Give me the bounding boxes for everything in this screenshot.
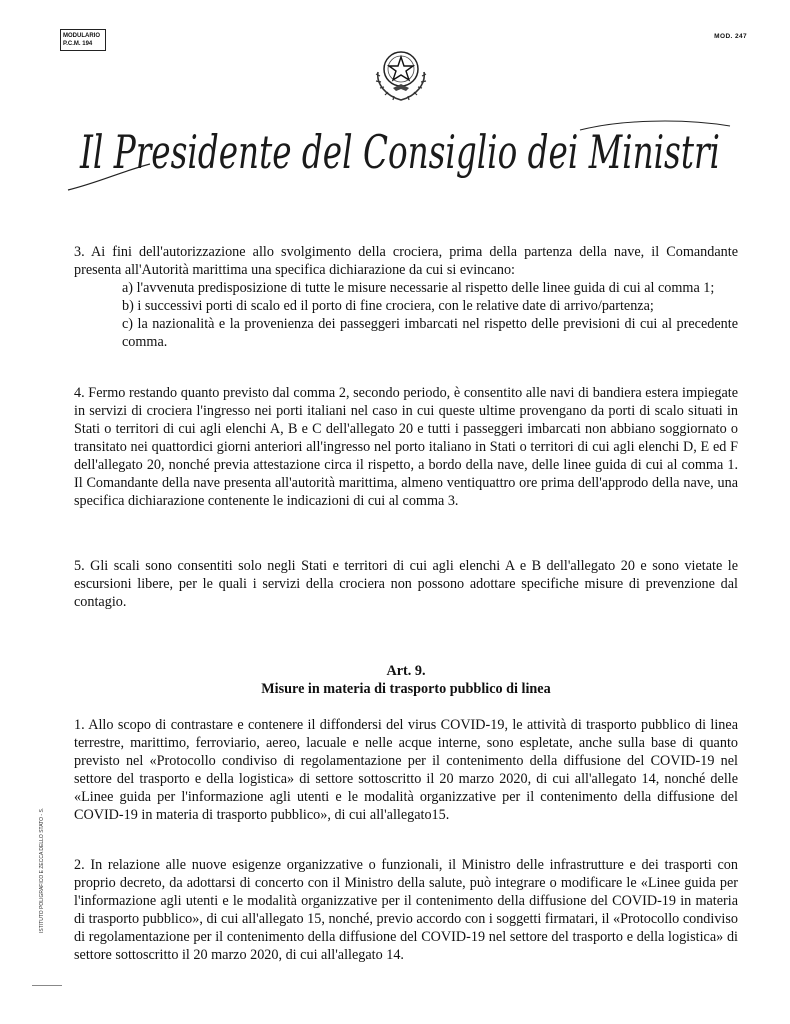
article-paragraph-2	[74, 856, 738, 964]
paragraph-3	[74, 243, 738, 351]
paragraph-5	[74, 557, 738, 611]
form-code-line2: P.C.M. 194	[63, 41, 93, 47]
paragraph-3-intro: 3. Ai fini dell'autorizzazione allo svolgimento della crociera, prima della partenza della nave, il Comandante presenta all'Autorità marittima una specifica dichiarazione da cui si evincano:	[74, 244, 738, 278]
list-item-c: c) la nazionalità e la provenienza dei passeggeri imbarcati nel rispetto delle previsioni di cui al precedente comma.	[122, 316, 738, 350]
article-heading	[74, 662, 738, 698]
article-paragraph-2-text: 2. In relazione alle nuove esigenze organizzative o funzionali, il Ministro delle infrastrutture e dei trasporti con proprio decreto, da adottarsi di concerto con il Ministro della salute, può integrare o modificare le «Linee guida per l'informazione agli utenti e le modalità organizzative per il contenimento della diffusione del COVID-19 in materia di trasporto pubblico», di cui all'allegato 15, nonché, previo accordo con i soggetti firmatari, il «Protocollo condiviso di regolamentazione per il contenimento della diffusione del COVID-19 nel settore del trasporto e della logistica» di settore sottoscritto il 20 marzo 2020, di cui all'allegato 14.	[74, 857, 738, 963]
article-paragraph-1-text: 1. Allo scopo di contrastare e contenere il diffondersi del virus COVID-19, le attività di trasporto pubblico di linea terrestre, marittimo, ferroviario, aereo, lacuale e nelle acque interne, sono espletate, anche sulla base di quanto previsto nel «Protocollo condiviso di regolamentazione per il contenimento della diffusione del COVID-19 nel settore del trasporto e della logistica» di settore sottoscritto il 20 marzo 2020, di cui all'allegato 14, nonché delle «Linee guida per l'informazione agli utenti e le modalità organizzative per il contenimento della diffusione del COVID-19 in materia di trasporto pubblico», di cui all'allegato15.	[74, 717, 738, 823]
printer-side-imprint	[34, 775, 48, 935]
margin-dash	[32, 985, 62, 986]
paragraph-5-text: 5. Gli scali sono consentiti solo negli Stati e territori di cui agli elenchi A e B dell'allegato 20 e sono vietate le escursioni libere, per le quali i servizi della crociera non possono adottare specifiche misure di prevenzione dal contagio.	[74, 558, 738, 610]
president-title-text: Il Presidente del Consiglio dei Ministri	[79, 125, 720, 179]
printer-side-imprint-text: ISTITUTO POLIGRAFICO E ZECCA DELLO STATO - S.	[39, 807, 45, 933]
article-paragraph-1	[74, 716, 738, 824]
paragraph-4	[74, 384, 738, 510]
president-title-signature	[60, 112, 740, 202]
form-code-box	[60, 29, 106, 51]
list-item-a: a) l'avvenuta predisposizione di tutte le misure necessarie al rispetto delle linee guida di cui al comma 1;	[122, 280, 715, 296]
mod-label: MOD. 247	[714, 33, 747, 40]
article-title: Misure in materia di trasporto pubblico di linea	[261, 681, 551, 697]
paragraph-4-text: 4. Fermo restando quanto previsto dal comma 2, secondo periodo, è consentito alle navi di bandiera estera impiegate in servizi di crociera l'ingresso nei porti italiani nel caso in cui queste ultime provengano da porti di scalo situati in Stati o territori di cui agli elenchi A, B e C dell'allegato 20 e tutti i passeggeri imbarcati non abbiano soggiornato o transitato nei quattordici giorni anteriori all'ingresso nel porto italiano in Stati o territori di cui agli elenchi D, E ed F dell'allegato 20, nonché previa attestazione circa il rispetto, a bordo della nave, delle linee guida di cui al comma 1. Il Comandante della nave presenta all'autorità marittima, almeno ventiquattro ore prima dell'approdo della nave, una specifica dichiarazione contenente le indicazioni di cui al comma 3.	[74, 385, 738, 509]
list-item-b: b) i successivi porti di scalo ed il porto di fine crociera, con le relative date di arrivo/partenza;	[122, 298, 654, 314]
article-number: Art. 9.	[386, 663, 426, 679]
italian-emblem-icon	[368, 42, 434, 104]
form-code-line1: MODULARIO	[63, 33, 100, 39]
paragraph-3-list	[74, 279, 738, 351]
